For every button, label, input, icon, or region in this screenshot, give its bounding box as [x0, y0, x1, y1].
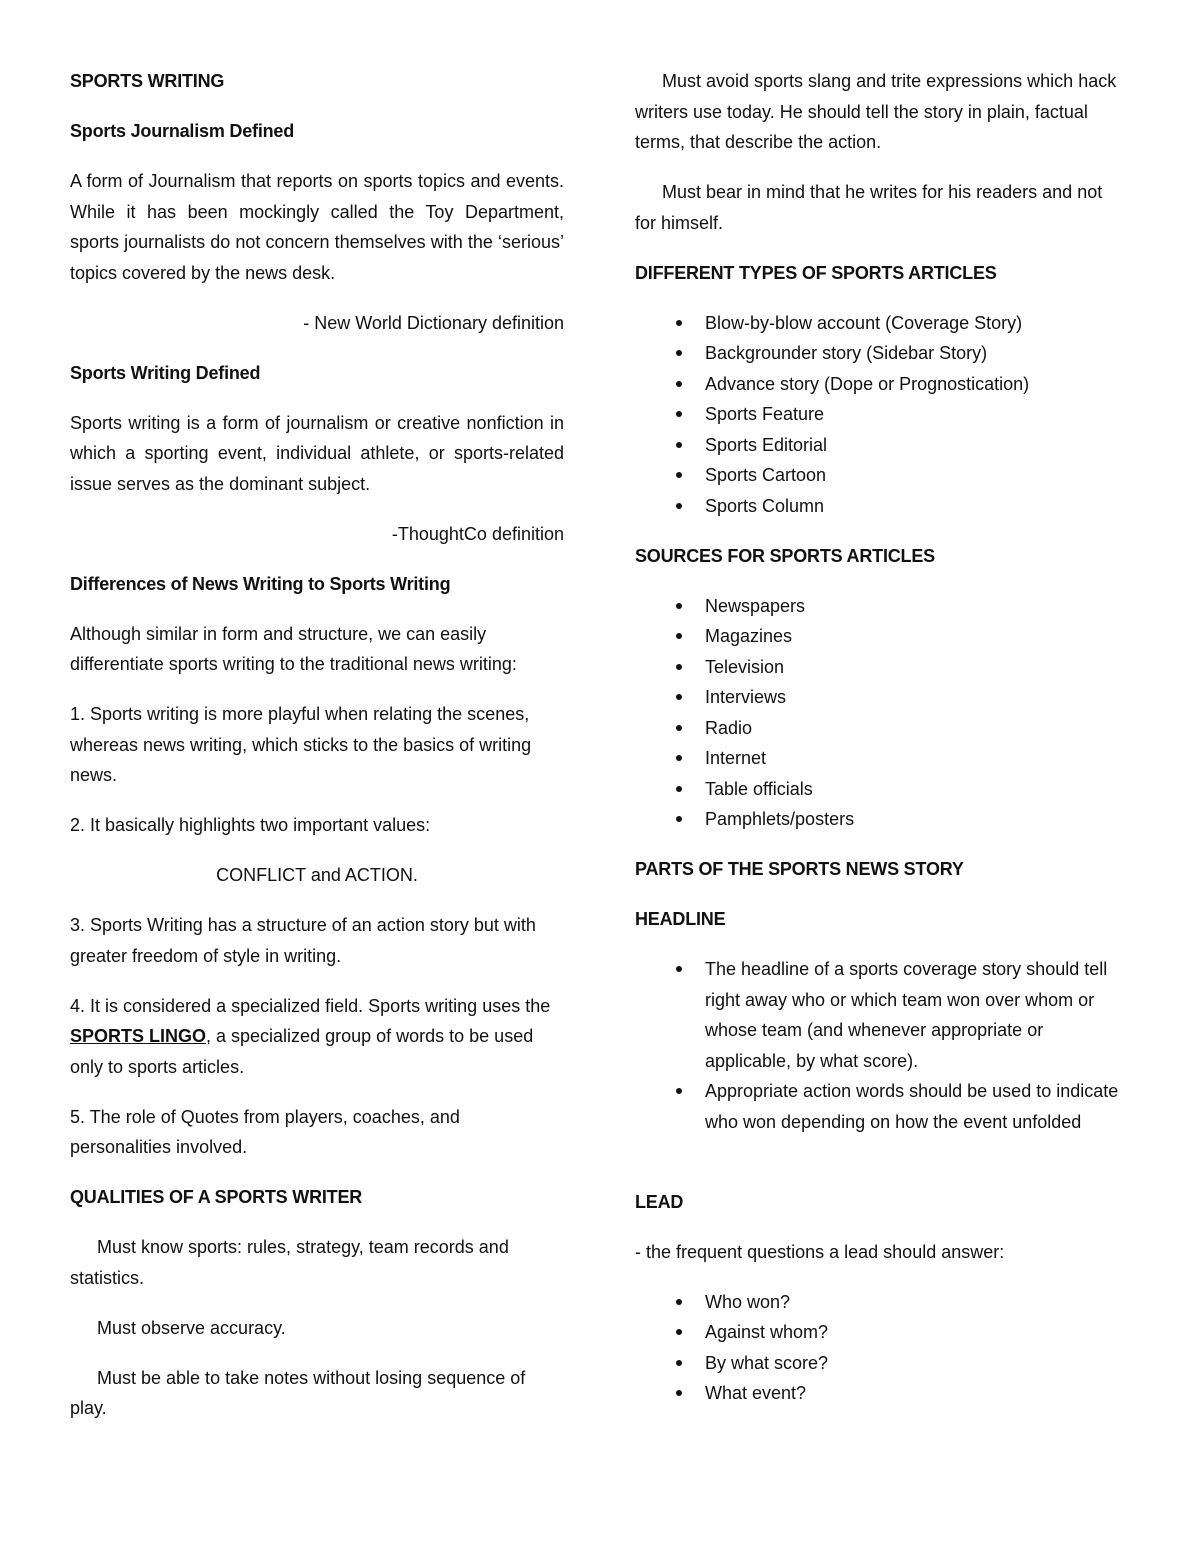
- list-item-text: Sports Feature: [705, 404, 825, 424]
- bullet-icon: [676, 603, 682, 609]
- spacer: [635, 1157, 1120, 1187]
- left-column: [70, 66, 564, 1443]
- bullet-icon: [676, 320, 682, 326]
- bullet-icon: [676, 1299, 682, 1305]
- sources-list: [635, 591, 1120, 835]
- heading-qualities: QUALITIES OF A SPORTS WRITER: [70, 1187, 363, 1207]
- paragraph-differences-intro: Although similar in form and structure, we can easily differentiate sports writing to the traditional news writing:: [70, 623, 517, 674]
- bullet-icon: [676, 350, 682, 356]
- list-item: [635, 1287, 1120, 1318]
- lead-intro: - the frequent questions a lead should answer:: [635, 1241, 1005, 1262]
- types-list: [635, 308, 1120, 522]
- bullet-icon: [676, 664, 682, 670]
- list-item-text: Who won?: [705, 1291, 791, 1312]
- source-new-world-dictionary: - New World Dictionary definition: [303, 312, 564, 333]
- list-item: [635, 591, 1120, 622]
- list-item-text: Against whom?: [705, 1322, 829, 1342]
- bullet-icon: [676, 966, 682, 972]
- paragraph-sports-journalism: A form of Journalism that reports on sports topics and events. While it has been mockingly called the Toy Department, sports journalists do not concern themselves with the ‘serious’ topics covered by the news desk.: [70, 171, 564, 283]
- lead-questions-list: [635, 1287, 1120, 1409]
- list-item-text: Interviews: [705, 687, 787, 707]
- list-item: [635, 1076, 1120, 1137]
- list-item-text: Sports Editorial: [705, 434, 828, 455]
- list-item: [635, 743, 1120, 774]
- heading-differences: Differences of News Writing to Sports Writing: [70, 573, 451, 594]
- list-item-text: Magazines: [705, 626, 793, 646]
- bullet-icon: [676, 755, 682, 761]
- list-item: [635, 774, 1120, 805]
- heading-headline: HEADLINE: [635, 909, 726, 929]
- bullet-icon: [676, 503, 682, 509]
- bullet-icon: [676, 816, 682, 822]
- difference-item-5: 5. The role of Quotes from players, coaches, and personalities involved.: [70, 1106, 460, 1157]
- document-title: SPORTS WRITING: [70, 71, 225, 91]
- list-item-text: Backgrounder story (Sidebar Story): [705, 343, 988, 363]
- list-item: [635, 621, 1120, 652]
- sports-lingo-term: SPORTS LINGO: [70, 1026, 207, 1046]
- heading-types-of-articles: DIFFERENT TYPES OF SPORTS ARTICLES: [635, 262, 997, 283]
- bullet-icon: [676, 1088, 682, 1094]
- difference-item-4-text: 4. It is considered a specialized field. Sports writing uses the: [70, 995, 551, 1016]
- list-item-text: Television: [705, 656, 785, 677]
- bullet-icon: [676, 725, 682, 731]
- heading-lead: LEAD: [635, 1191, 684, 1212]
- list-item: [635, 491, 1120, 522]
- paragraph-sports-writing: Sports writing is a form of journalism or creative nonfiction in which a sporting event, individual athlete, or sports-related issue serves as the dominant subject.: [70, 412, 564, 494]
- list-item-text: Appropriate action words should be used to indicate who won depending on how the event unfolded: [705, 1081, 1119, 1132]
- bullet-icon: [676, 786, 682, 792]
- difference-item-4: [70, 991, 564, 1083]
- right-column: [635, 66, 1120, 1428]
- list-item: [635, 308, 1120, 339]
- list-item-text: Internet: [705, 748, 767, 768]
- list-item: [635, 430, 1120, 461]
- bullet-icon: [676, 411, 682, 417]
- list-item-text: The headline of a sports coverage story should tell right away who or which team won over whom or whose team (and whenever appropriate or applicable, by what score).: [705, 959, 1108, 1071]
- list-item: [635, 652, 1120, 683]
- bullet-icon: [676, 694, 682, 700]
- list-item: [635, 1378, 1120, 1409]
- list-item: [635, 713, 1120, 744]
- list-item: [635, 1317, 1120, 1348]
- bullet-icon: [676, 381, 682, 387]
- list-item: [635, 804, 1120, 835]
- list-item: [635, 682, 1120, 713]
- bullet-icon: [676, 442, 682, 448]
- list-item: [635, 460, 1120, 491]
- quality-item-4: Must avoid sports slang and trite expressions which hack writers use today. He should tell the story in plain, factual terms, that describe the action.: [635, 71, 1117, 152]
- source-thoughtco: -ThoughtCo definition: [391, 523, 564, 544]
- heading-sources: SOURCES FOR SPORTS ARTICLES: [635, 545, 935, 566]
- list-item: [635, 369, 1120, 400]
- difference-item-4-text-end: , a specialized group of words to be used only to sports articles.: [70, 1026, 534, 1077]
- quality-item-2: Must observe accuracy.: [97, 1317, 286, 1338]
- difference-item-2: 2. It basically highlights two important values:: [70, 815, 431, 835]
- headline-list: [635, 954, 1120, 1137]
- list-item-text: Newspapers: [705, 595, 806, 616]
- difference-item-2-values: CONFLICT and ACTION.: [216, 865, 418, 885]
- heading-sports-journalism: Sports Journalism Defined: [70, 121, 295, 141]
- list-item-text: Sports Column: [705, 495, 825, 516]
- list-item-text: Radio: [705, 717, 753, 738]
- bullet-icon: [676, 1360, 682, 1366]
- difference-item-1: 1. Sports writing is more playful when relating the scenes, whereas news writing, which sticks to the basics of writing news.: [70, 704, 532, 785]
- difference-item-3: 3. Sports Writing has a structure of an action story but with greater freedom of style in writing.: [70, 915, 536, 966]
- bullet-icon: [676, 1390, 682, 1396]
- bullet-icon: [676, 633, 682, 639]
- heading-sports-writing: Sports Writing Defined: [70, 362, 261, 383]
- heading-parts: PARTS OF THE SPORTS NEWS STORY: [635, 859, 964, 879]
- list-item-text: Table officials: [705, 778, 813, 799]
- list-item-text: What event?: [705, 1383, 807, 1403]
- list-item: [635, 338, 1120, 369]
- list-item-text: By what score?: [705, 1352, 829, 1373]
- list-item: [635, 954, 1120, 1076]
- list-item-text: Blow-by-blow account (Coverage Story): [705, 312, 1023, 333]
- list-item-text: Pamphlets/posters: [705, 809, 855, 829]
- quality-item-3: Must be able to take notes without losing sequence of play.: [70, 1367, 526, 1418]
- quality-item-1: Must know sports: rules, strategy, team records and statistics.: [70, 1237, 509, 1288]
- list-item-text: Advance story (Dope or Prognostication): [705, 373, 1030, 394]
- bullet-icon: [676, 1329, 682, 1335]
- bullet-icon: [676, 472, 682, 478]
- list-item-text: Sports Cartoon: [705, 465, 827, 485]
- list-item: [635, 399, 1120, 430]
- list-item: [635, 1348, 1120, 1379]
- quality-item-5: Must bear in mind that he writes for his readers and not for himself.: [635, 182, 1103, 233]
